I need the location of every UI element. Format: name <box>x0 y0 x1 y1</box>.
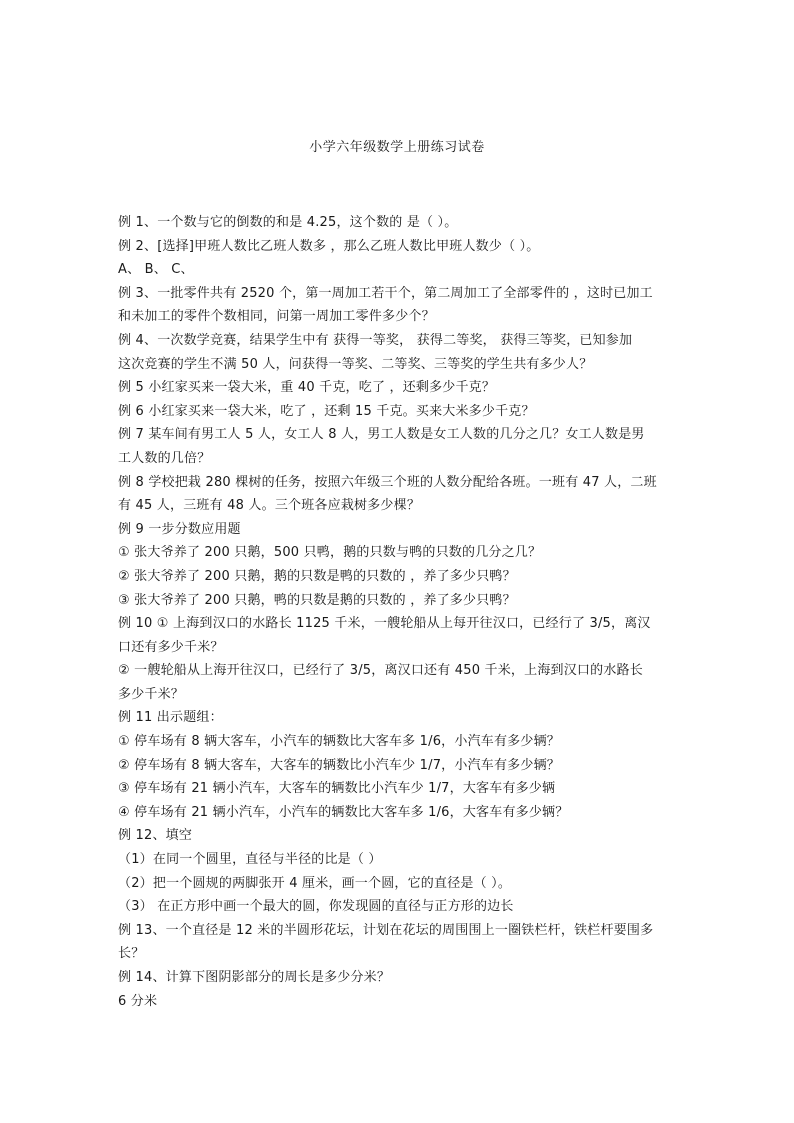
text-line: （2）把一个圆规的两脚张开 4 厘米，画一个圆，它的直径是（ ）。 <box>118 875 512 891</box>
text-line: （3） 在正方形中画一个最大的圆，你发现圆的直径与正方形的边长 <box>118 899 514 915</box>
text-line: ② 张大爷养了 200 只鹅，鹅的只数是鸭的只数的 ，养了多少只鸭？ <box>118 568 516 584</box>
text-line: 和未加工的零件个数相同，问第一周加工零件多少个？ <box>118 309 435 325</box>
text-line: ③ 张大爷养了 200 只鹅，鸭的只数是鹅的只数的 ，养了多少只鸭？ <box>118 592 516 608</box>
text-line: 例 10 ① 上海到汉口的水路长 1125 千米，一艘轮船从上每开往汉口，已经行了 3/5，离汉 <box>118 616 651 632</box>
text-line: 例 3、一批零件共有 2520 个，第一周加工若干个，第二周加工了全部零件的 ，这时已加工 <box>118 285 653 301</box>
text-line: 口还有多少千米？ <box>118 639 224 655</box>
text-line: 多少千米？ <box>118 686 185 702</box>
text-line: 例 8 学校把栽 280 棵树的任务，按照六年级三个班的人数分配给各班。一班有 47 人，二班 <box>118 474 657 490</box>
text-line: 例 9 一步分数应用题 <box>118 521 241 537</box>
text-line: ② 一艘轮船从上海开往汉口，已经行了 3/5，离汉口还有 450 千米，上海到汉口的水路长 <box>118 663 643 679</box>
text-line: A、 B、 C、 <box>118 262 194 278</box>
text-line: 工人数的几倍？ <box>118 450 211 466</box>
text-line: 有 45 人，三班有 48 人。三个班各应栽树多少棵？ <box>118 498 421 514</box>
text-line: 例 6 小红家买来一袋大米，吃了 ，还剩 15 千克。买来大米多少千克？ <box>118 403 535 419</box>
text-line: 6 分米 <box>118 993 158 1009</box>
text-line: ④ 停车场有 21 辆小汽车，小汽车的辆数比大客车多 1/6，大客车有多少辆？ <box>118 804 569 820</box>
text-line: 例 7 某车间有男工人 5 人，女工人 8 人，男工人数是女工人数的几分之几？女工人数是男 <box>118 427 645 443</box>
text-line: 例 4、一次数学竞赛，结果学生中有 获得一等奖， 获得二等奖， 获得三等奖，已知参加 <box>118 332 633 348</box>
text-line: ③ 停车场有 21 辆小汽车，大客车的辆数比小汽车少 1/7，大客车有多少辆 <box>118 781 556 797</box>
document-body <box>118 211 678 1013</box>
text-line: ① 停车场有 8 辆大客车，小汽车的辆数比大客车多 1/6，小汽车有多少辆？ <box>118 734 560 750</box>
text-line: 例 13、一个直径是 12 米的半圆形花坛，计划在花坛的周围围上一圈铁栏杆，铁栏杆要围多 <box>118 922 654 938</box>
text-line: 例 2、[选择]甲班人数比乙班人数多 ，那么乙班人数比甲班人数少（ ）。 <box>118 238 540 254</box>
text-line: 例 12、填空 <box>118 828 193 844</box>
document-title: 小学六年级数学上册练习试卷 <box>309 140 485 155</box>
text-line: 例 14、计算下图阴影部分的周长是多少分米？ <box>118 970 391 985</box>
text-line: （1）在同一个圆里，直径与半径的比是（ ） <box>118 852 382 868</box>
text-line: 例 11 出示题组： <box>118 710 223 726</box>
text-line: ① 张大爷养了 200 只鹅，500 只鸭，鹅的只数与鸭的只数的几分之几？ <box>118 545 542 561</box>
text-line: ② 停车场有 8 辆大客车，大客车的辆数比小汽车少 1/7，小汽车有多少辆？ <box>118 757 560 773</box>
text-line: 例 5 小红家买来一袋大米，重 40 千克，吃了 ，还剩多少千克？ <box>118 380 496 396</box>
text-line: 这次竞赛的学生不满 50 人，问获得一等奖、二等奖、三等奖的学生共有多少人？ <box>118 356 593 372</box>
text-line: 长？ <box>118 946 145 962</box>
text-line: 例 1、一个数与它的倒数的和是 4.25，这个数的 是（ ）。 <box>118 215 458 230</box>
